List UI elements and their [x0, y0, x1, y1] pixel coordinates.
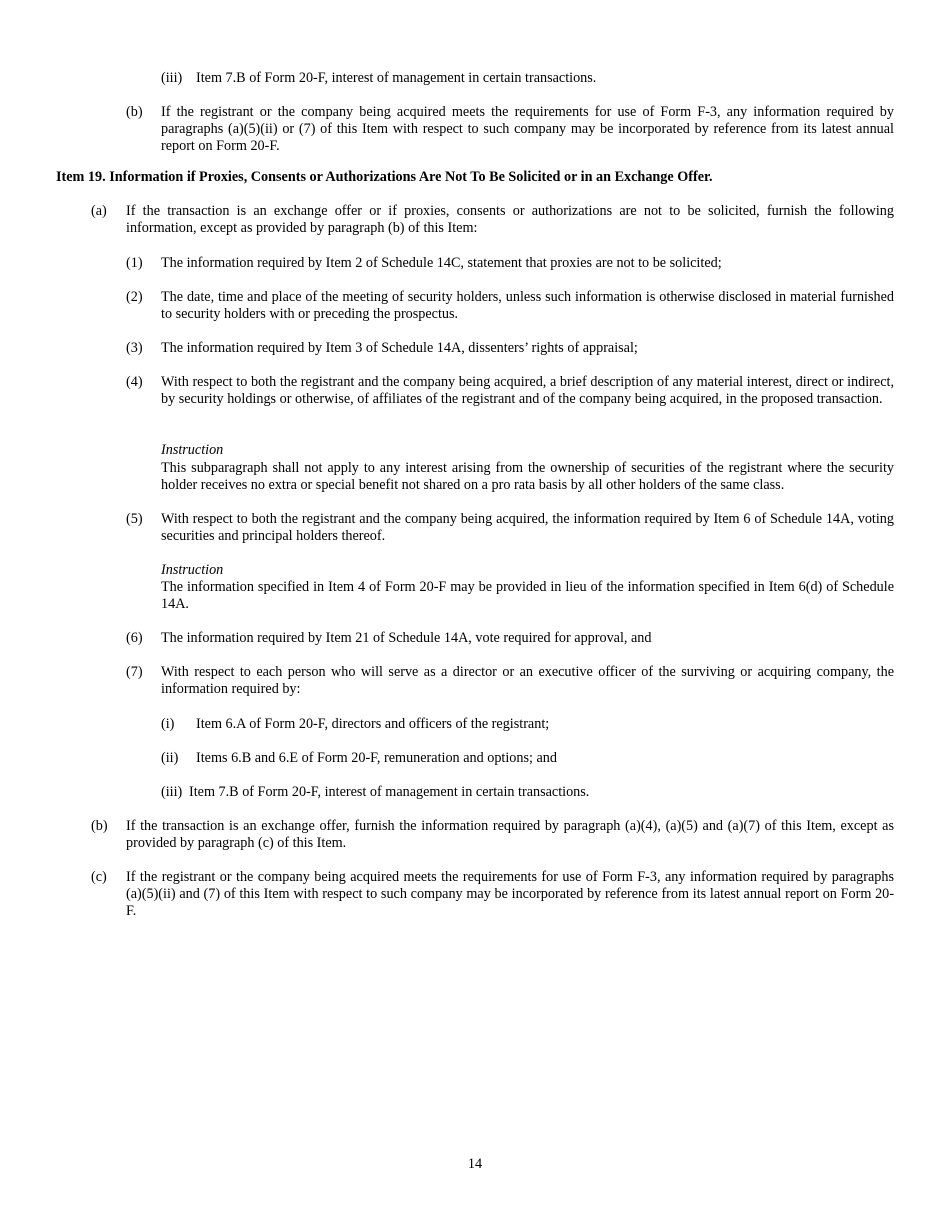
top-item-b-text: If the registrant or the company being acquired meets the requirements for use of Form F-3, any information required by paragraphs (a)(5)(ii) or (7) of this Item with respect to such company may be incorporated by reference from its latest annual report on Form 20-F.	[161, 104, 894, 154]
item-19-a-5-label: (5)	[126, 511, 143, 527]
item-19-b-label: (b)	[91, 818, 108, 834]
item-19-a-3-label: (3)	[126, 340, 143, 356]
item-19-a-7-label: (7)	[126, 664, 143, 680]
item-19-a-6-label: (6)	[126, 630, 143, 646]
item-19-a-4-instruction-text: This subparagraph shall not apply to any interest arising from the ownership of securities of the registrant where the security holder receives no extra or special benefit not shared on a pro rata basis by all other holders of the same class.	[161, 460, 894, 493]
item-19-a-6-text: The information required by Item 21 of Schedule 14A, vote required for approval, and	[161, 630, 652, 646]
item-19-b-text: If the transaction is an exchange offer, furnish the information required by paragraph (a)(4), (a)(5) and (a)(7) of this Item, except as provided by paragraph (c) of this Item.	[126, 818, 894, 851]
item-19-a-7-ii-text: Items 6.B and 6.E of Form 20-F, remuneration and options; and	[196, 750, 557, 766]
item-19-a-2-text: The date, time and place of the meeting of security holders, unless such information is otherwise disclosed in material furnished to security holders with or preceding the prospectus.	[161, 289, 894, 322]
item-19-a-1-label: (1)	[126, 255, 143, 271]
item-19-a-7-i-text: Item 6.A of Form 20-F, directors and officers of the registrant;	[196, 716, 550, 732]
item-19-a-7-iii-text: Item 7.B of Form 20-F, interest of management in certain transactions.	[189, 784, 590, 800]
item-19-a-7-ii-label: (ii)	[161, 750, 179, 766]
item-19-a-5-text: With respect to both the registrant and the company being acquired, the information required by Item 6 of Schedule 14A, voting securities and principal holders thereof.	[161, 511, 894, 544]
item-19-a-4-text: With respect to both the registrant and the company being acquired, a brief description of any material interest, direct or indirect, by security holdings or otherwise, of affiliates of the registrant and of the company being acquired, in the proposed transaction.	[161, 374, 894, 407]
item-19-heading: Item 19. Information if Proxies, Consents or Authorizations Are Not To Be Solicited or in an Exchange Offer.	[56, 169, 713, 185]
page-number: 14	[467, 1156, 483, 1172]
item-19-a-text: If the transaction is an exchange offer or if proxies, consents or authorizations are not to be solicited, furnish the following information, except as provided by paragraph (b) of this Item:	[126, 203, 894, 236]
item-19-a-5-instruction-text: The information specified in Item 4 of Form 20-F may be provided in lieu of the information specified in Item 6(d) of Schedule 14A.	[161, 579, 894, 612]
item-19-c-text: If the registrant or the company being acquired meets the requirements for use of Form F-3, any information required by paragraphs (a)(5)(ii) and (7) of this Item with respect to such company may be incorporated by reference from its latest annual report on Form 20-F.	[126, 869, 894, 919]
item-19-a-1-text: The information required by Item 2 of Schedule 14C, statement that proxies are not to be solicited;	[161, 255, 722, 271]
item-19-c-label: (c)	[91, 869, 107, 885]
item-19-a-7-i-label: (i)	[161, 716, 175, 732]
top-item-b-label: (b)	[126, 104, 143, 120]
top-item-iii-label: (iii)	[161, 70, 183, 86]
top-item-iii-text: Item 7.B of Form 20-F, interest of management in certain transactions.	[196, 70, 597, 86]
item-19-a-5-instruction-title: Instruction	[161, 562, 224, 578]
item-19-a-label: (a)	[91, 203, 107, 219]
item-19-a-3-text: The information required by Item 3 of Schedule 14A, dissenters’ rights of appraisal;	[161, 340, 638, 356]
item-19-a-7-iii-label: (iii)	[161, 784, 183, 800]
item-19-a-7-text: With respect to each person who will serve as a director or an executive officer of the surviving or acquiring company, the information required by:	[161, 664, 894, 697]
item-19-a-4-instruction-title: Instruction	[161, 442, 224, 458]
item-19-a-2-label: (2)	[126, 289, 143, 305]
item-19-a-4-label: (4)	[126, 374, 143, 390]
